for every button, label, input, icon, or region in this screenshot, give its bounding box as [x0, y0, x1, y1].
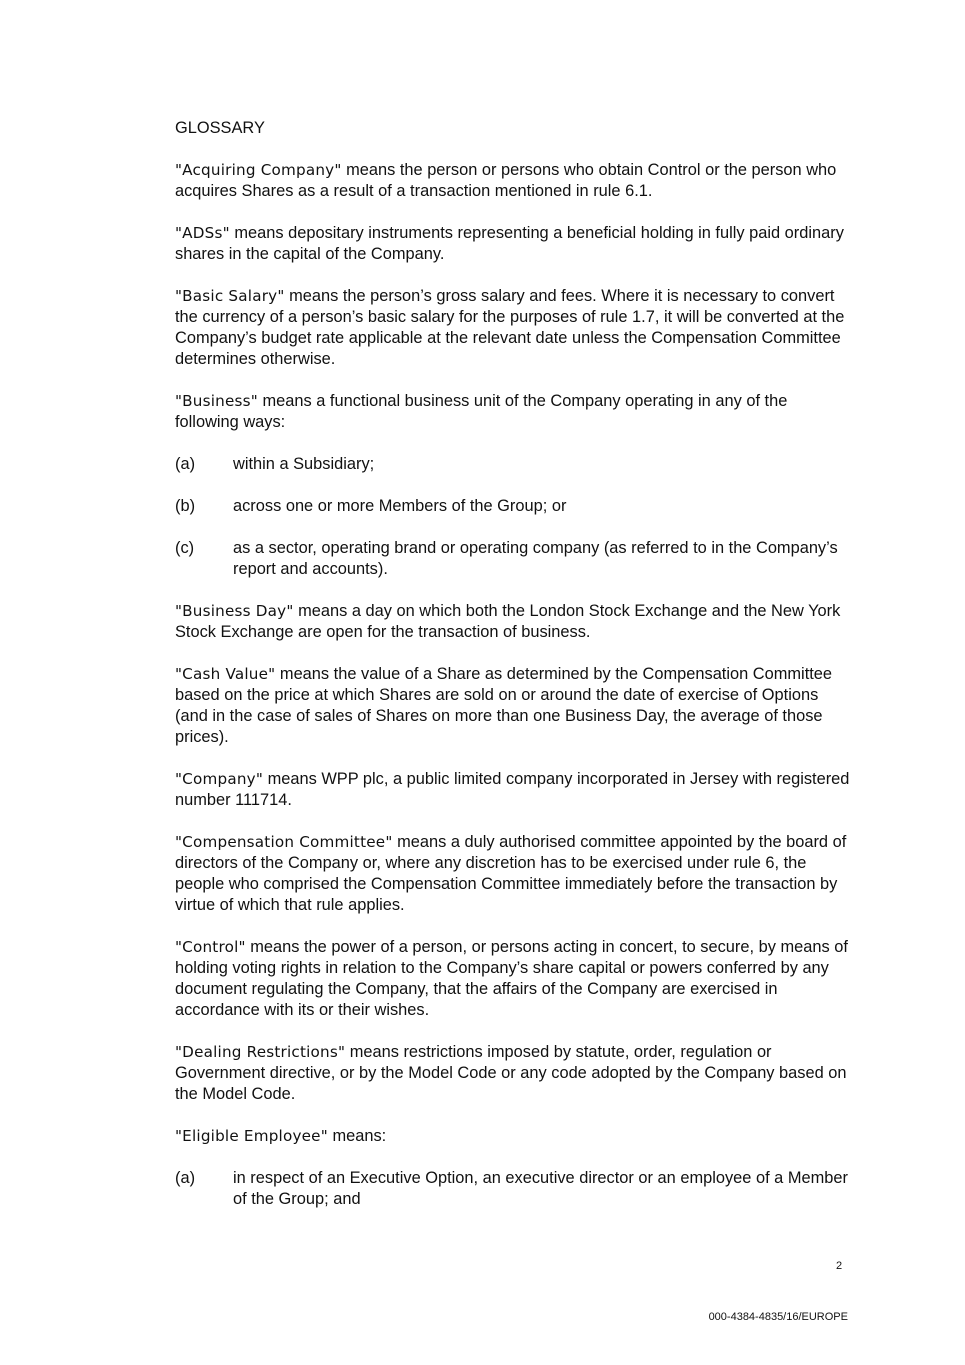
list-item	[175, 1168, 855, 1210]
definition-business-day	[175, 601, 855, 643]
definition-text: means a duly authorised committee appointed by the board of directors of the Company or, where any discretion has to be exercised under rule 6, the people who comprised the Compensation Committee immediately before the transaction by virtue of which that rule applies.	[175, 833, 847, 914]
list-item-text: across one or more Members of the Group; or	[233, 497, 567, 515]
list-item-label: (a)	[175, 455, 196, 473]
definition-compensation-committee	[175, 832, 855, 916]
list-item-text: as a sector, operating brand or operating company (as referred to in the Company’s report and accounts).	[233, 539, 838, 578]
defined-term: "Eligible Employee"	[175, 1127, 328, 1145]
definition-text: means depositary instruments representing a beneficial holding in fully paid ordinary shares in the capital of the Company.	[175, 224, 844, 263]
definition-text: means the value of a Share as determined by the Compensation Committee based on the price at which Shares are sold on or around the date of exercise of Options (and in the case of sales of Shares on more than one Business Day, the average of those prices).	[175, 665, 833, 746]
defined-term: "ADSs"	[175, 224, 230, 242]
definition-text: means a day on which both the London Stock Exchange and the New York Stock Exchange are open for the transaction of business.	[175, 602, 841, 641]
definition-cash-value	[175, 664, 855, 748]
definition-text: means the person or persons who obtain Control or the person who acquires Shares as a result of a transaction mentioned in rule 6.1.	[175, 161, 837, 200]
definition-text: means the power of a person, or persons acting in concert, to secure, by means of holding voting rights in relation to the Company’s share capital or powers conferred by any document regulating the Company, that the affairs of the Company are exercised in accordance with its or their wishes.	[175, 938, 848, 1019]
defined-term: "Company"	[175, 770, 264, 788]
definition-control	[175, 937, 855, 1021]
definition-text: means WPP plc, a public limited company incorporated in Jersey with registered number 111714.	[175, 770, 850, 809]
list-item-text: within a Subsidiary;	[233, 455, 375, 473]
definition-business	[175, 391, 855, 433]
defined-term: "Business"	[175, 392, 258, 410]
definition-text: means restrictions imposed by statute, order, regulation or Government directive, or by the Model Code or any code adopted by the Company based on the Model Code.	[175, 1043, 847, 1103]
document-body	[175, 118, 855, 1231]
list-item-label: (a)	[175, 1169, 196, 1187]
list-item	[175, 496, 855, 517]
list-item-label: (c)	[175, 539, 195, 557]
defined-term: "Basic Salary"	[175, 287, 285, 305]
defined-term: "Acquiring Company"	[175, 161, 342, 179]
definition-company	[175, 769, 855, 811]
definition-text: means the person’s gross salary and fees. Where it is necessary to convert the currency of a person’s basic salary for the purposes of rule 1.7, it will be converted at the Company’s budget rate applicable at the relevant date unless the Compensation Committee determines otherwise.	[175, 287, 845, 368]
page-number: 2	[836, 1260, 843, 1272]
definition-adss	[175, 223, 855, 265]
defined-term: "Business Day"	[175, 602, 294, 620]
document-reference: 000-4384-4835/16/EUROPE	[708, 1311, 848, 1323]
glossary-heading: GLOSSARY	[175, 119, 265, 137]
list-item	[175, 538, 855, 580]
list-item-label: (b)	[175, 497, 196, 515]
defined-term: "Dealing Restrictions"	[175, 1043, 346, 1061]
definition-text: means a functional business unit of the Company operating in any of the following ways:	[175, 392, 788, 431]
defined-term: "Compensation Committee"	[175, 833, 393, 851]
defined-term: "Cash Value"	[175, 665, 276, 683]
definition-acquiring-company	[175, 160, 855, 202]
definition-basic-salary	[175, 286, 855, 370]
list-item-text: in respect of an Executive Option, an executive director or an employee of a Member of the Group; and	[233, 1169, 848, 1208]
definition-dealing-restrictions	[175, 1042, 855, 1105]
definition-eligible-employee	[175, 1126, 855, 1147]
definition-text: means:	[327, 1127, 387, 1145]
defined-term: "Control"	[175, 938, 246, 956]
list-item	[175, 454, 855, 475]
